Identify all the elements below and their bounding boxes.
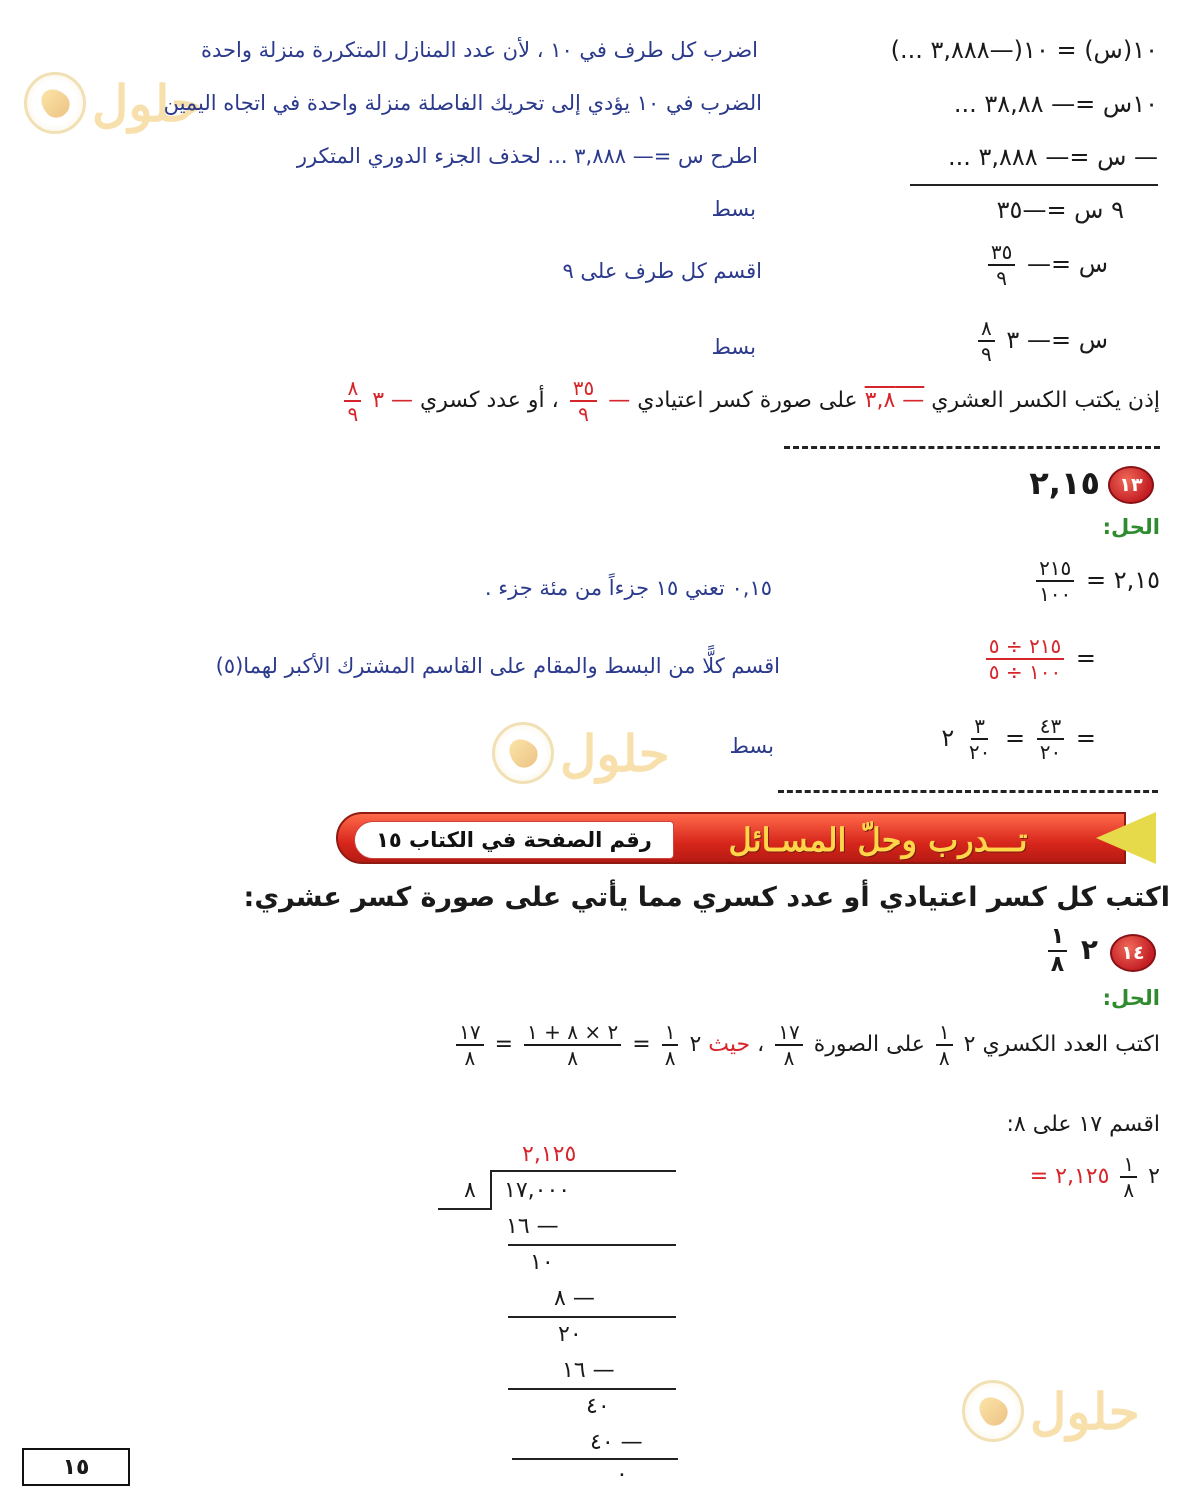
division-bar (490, 1170, 676, 1172)
part1-row6-math (974, 316, 1108, 366)
q13-row1-math (1032, 556, 1160, 606)
part1-row3-math: — س =— ٣,٨٨٨ ... (947, 143, 1158, 171)
step-line-2 (508, 1316, 676, 1318)
part1-row1-note: اضرب كل طرف في ١٠ ، لأن عدد المنازل المتكررة منزلة واحدة (201, 38, 758, 62)
denominator: ٨ (1123, 1178, 1135, 1202)
question-14-badge: ١٤ (1110, 934, 1156, 972)
watermark-text: حلول (1030, 1381, 1140, 1441)
conclusion-whole: ٣ (372, 388, 385, 413)
conclusion-decimal: — ٣,٨ (864, 388, 925, 413)
q14-result (1030, 1152, 1160, 1202)
q14-divide-label: اقسم ١٧ على ٨: (1006, 1112, 1160, 1137)
numerator: ٢١٥ ÷ ٥ (986, 634, 1064, 660)
denominator: ٨ (664, 1046, 676, 1070)
denominator: ٢٠ (968, 740, 991, 764)
whole: ٢ (1148, 1164, 1160, 1189)
fraction-5 (456, 1020, 483, 1070)
whole: ٢ (1080, 933, 1098, 966)
part1-row1-math: ١٠(س) = ١٠(—٣,٨٨٨ ...) (890, 36, 1158, 64)
step-7: — ٤٠ (590, 1430, 643, 1455)
fraction-3 (662, 1020, 679, 1070)
numerator: ٣٥ (988, 240, 1015, 266)
fraction (1036, 556, 1074, 606)
conclusion-dash-2: — (391, 388, 414, 413)
instruction-heading: اكتب كل كسر اعتيادي أو عدد كسري مما يأتي على صورة كسر عشري: (243, 882, 1170, 913)
q13-row1-note: ٠,١٥ تعني ١٥ جزءاً من مئة جزء . (484, 576, 772, 600)
subtraction-line (910, 184, 1158, 186)
numerator: ٨ (344, 376, 361, 402)
watermark-text: حلول (560, 723, 670, 783)
step-6: ٤٠ (586, 1394, 610, 1419)
numerator: ١٧ (775, 1020, 802, 1046)
numerator: ٣٥ (570, 376, 597, 402)
denominator: ٨ (567, 1046, 579, 1070)
part1-row5-math (984, 240, 1108, 290)
denominator: ٨ (464, 1046, 476, 1070)
q13-row3-note: بسط (729, 734, 774, 758)
text-where: حيث (708, 1032, 751, 1057)
watermark-logo-bottom (962, 1380, 1140, 1442)
eq1: = (1075, 724, 1096, 752)
step-2: ١٠ (530, 1250, 554, 1275)
numerator: ١ (936, 1020, 953, 1046)
question-13-solution-label: الحل: (1102, 515, 1160, 539)
eq2: = (494, 1032, 514, 1057)
numerator: ٣ (971, 714, 988, 740)
eq1: = (632, 1032, 651, 1057)
part1-conclusion (340, 376, 1160, 426)
divisor-underline (438, 1208, 492, 1210)
step-4: ٢٠ (558, 1322, 582, 1347)
fraction (988, 240, 1015, 290)
section-divider-2 (778, 790, 1158, 793)
fraction (986, 634, 1064, 684)
numerator: ٨ (978, 316, 995, 342)
result-value: ٢,١٢٥ = (1029, 1164, 1110, 1189)
banner-arrow-icon (1096, 812, 1156, 864)
conclusion-dash-1: — (608, 388, 631, 413)
whole: ٣ (1006, 326, 1020, 354)
division-bracket (490, 1170, 492, 1208)
fraction-2 (775, 1020, 802, 1070)
denominator: ٩ (578, 402, 589, 426)
watermark-drop-icon (962, 1380, 1024, 1442)
banner-page-ref: رقم الصفحة في الكتاب ١٥ (354, 821, 674, 859)
watermark-drop-icon (492, 722, 554, 784)
conclusion-text-2: على صورة كسر اعتيادي (637, 388, 858, 413)
step-line-3 (508, 1388, 676, 1390)
watermark-logo-middle (492, 722, 670, 784)
conclusion-fraction-2 (344, 376, 361, 426)
eq2: = (1005, 724, 1026, 752)
part1-row2-note: الضرب في ١٠ يؤدي إلى تحريك الفاصلة منزلة واحدة في اتجاه اليمين (163, 91, 762, 115)
question-13-value: ٢,١٥ (1029, 464, 1100, 502)
denominator: ٨ (1050, 952, 1065, 977)
step-line-4 (512, 1458, 678, 1460)
denominator: ٩ (347, 402, 359, 426)
denominator: ٩ (996, 266, 1007, 290)
numerator: ٢ × ٨ + ١ (524, 1020, 621, 1046)
q13-row2-math (982, 634, 1096, 684)
practice-banner (336, 812, 1156, 864)
long-division (430, 1140, 690, 1490)
dividend: ١٧,٠٠٠ (504, 1178, 571, 1203)
quotient: ٢,١٢٥ (522, 1142, 577, 1167)
watermark-text: حلول (92, 73, 202, 133)
question-13-badge: ١٣ (1108, 466, 1154, 504)
numerator: ١ (662, 1020, 679, 1046)
text-2: على الصورة (813, 1032, 925, 1057)
numerator: ٢١٥ (1036, 556, 1074, 582)
lhs: = (1075, 644, 1096, 672)
fraction-4 (524, 1020, 621, 1070)
numerator: ٤٣ (1037, 714, 1064, 740)
denominator: ٨ (938, 1046, 950, 1070)
divisor: ٨ (464, 1178, 476, 1203)
part1-row5-note: اقسم كل طرف على ٩ (562, 259, 762, 283)
denominator: ١٠٠ ÷ ٥ (988, 660, 1062, 684)
part1-row4-math: ٩ س =—٣٥ (996, 196, 1124, 224)
denominator: ٨ (783, 1046, 795, 1070)
denominator: ٢٠ (1039, 740, 1062, 764)
lhs: ٢,١٥ = (1085, 566, 1160, 594)
numerator: ١٧ (456, 1020, 483, 1046)
denominator: ٩ (981, 342, 992, 366)
numerator: ١ (1120, 1152, 1137, 1178)
whole-2: ٢ (689, 1032, 702, 1057)
step-5: — ١٦ (562, 1358, 615, 1383)
fraction (978, 316, 995, 366)
numerator: ١ (1048, 924, 1067, 952)
fraction (1048, 924, 1067, 978)
question-14-solution-label: الحل: (1102, 986, 1160, 1010)
fraction-1 (936, 1020, 953, 1070)
part1-row6-note: بسط (711, 335, 756, 359)
text-1: اكتب العدد الكسري (982, 1032, 1160, 1057)
fraction-2 (966, 714, 993, 764)
conclusion-fraction-1 (570, 376, 597, 426)
q14-equation-line (452, 1020, 1160, 1070)
step-1: — ١٦ (506, 1214, 559, 1239)
step-line-1 (508, 1244, 676, 1246)
q13-row3-math (941, 714, 1096, 764)
denominator: ١٠٠ (1039, 582, 1072, 606)
step-3: — ٨ (554, 1286, 595, 1311)
comma: ، (757, 1032, 765, 1057)
fraction (1120, 1152, 1137, 1202)
conclusion-text-3: ، أو عدد كسري (420, 388, 559, 413)
part1-row3-note: اطرح س =— ٣,٨٨٨ ... لحذف الجزء الدوري المتكرر (296, 144, 758, 168)
banner-title: تـــدرب وحلّ المسـائل (728, 821, 1028, 859)
banner-body (336, 812, 1126, 864)
conclusion-text-1: إذن يكتب الكسر العشري (931, 388, 1160, 413)
section-divider-1 (784, 446, 1160, 449)
page-number: ١٥ (22, 1448, 130, 1486)
q13-row2-note: اقسم كلًّا من البسط والمقام على القاسم المشترك الأكبر لهما(٥) (215, 654, 780, 678)
question-14-value (1044, 924, 1098, 978)
part1-row2-math: ١٠س =— ٣٨,٨٨ ... (953, 90, 1158, 118)
whole: ٢ (963, 1032, 976, 1057)
lhs: س =— (1026, 326, 1108, 354)
step-8: ٠ (616, 1462, 628, 1487)
part1-row4-note: بسط (711, 197, 756, 221)
watermark-drop-icon (24, 72, 86, 134)
fraction-1 (1037, 714, 1064, 764)
whole: ٢ (941, 724, 955, 752)
lhs: س =— (1026, 250, 1108, 278)
